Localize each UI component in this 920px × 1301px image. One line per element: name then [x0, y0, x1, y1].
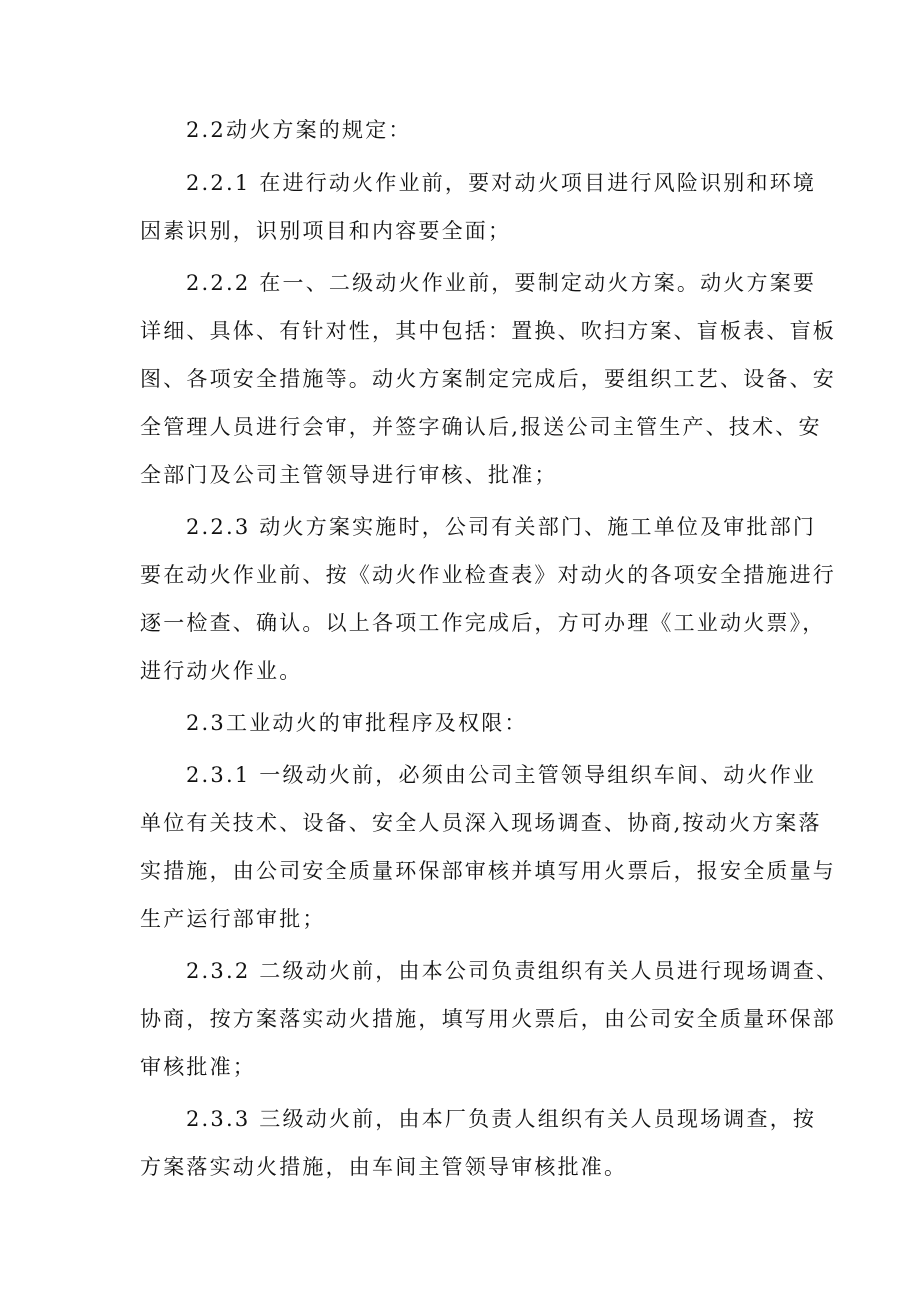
paragraph-2-2-3-line-1: 2.2.3 动火方案实施时，公司有关部门、施工单位及审批部门: [186, 515, 817, 539]
paragraph-2-3-2-line-1: 2.3.2 二级动火前，由本公司负责组织有关人员进行现场调查、: [186, 959, 840, 983]
section-heading-2-3: 2.3工业动火的审批程序及权限：: [186, 711, 528, 735]
paragraph-2-2-3-line-2: 要在动火作业前、按《动火作业检查表》对动火的各项安全措施进行: [140, 563, 836, 587]
paragraph-2-2-1-line-1: 2.2.1 在进行动火作业前，要对动火项目进行风险识别和环境: [186, 171, 817, 195]
paragraph-2-3-2-line-3: 审核批准；: [140, 1055, 256, 1079]
paragraph-2-3-2-line-2: 协商，按方案落实动火措施，填写用火票后，由公司安全质量环保部: [140, 1007, 836, 1031]
paragraph-2-3-1-line-3: 实措施，由公司安全质量环保部审核并填写用火票后，报安全质量与: [140, 859, 836, 883]
paragraph-2-2-2-line-5: 全部门及公司主管领导进行审核、批准；: [140, 463, 558, 487]
paragraph-2-2-3-line-4: 进行动火作业。: [140, 659, 303, 683]
paragraph-2-3-1-line-2: 单位有关技术、设备、安全人员深入现场调查、协商,按动火方案落: [140, 811, 822, 835]
paragraph-2-3-1-line-4: 生产运行部审批；: [140, 907, 326, 931]
paragraph-2-3-1-line-1: 2.3.1 一级动火前，必须由公司主管领导组织车间、动火作业: [186, 763, 817, 787]
paragraph-2-2-1-line-2: 因素识别，识别项目和内容要全面；: [140, 219, 512, 243]
paragraph-2-3-3-line-2: 方案落实动火措施，由车间主管领导审核批准。: [140, 1155, 628, 1179]
paragraph-2-3-3-line-1: 2.3.3 三级动火前，由本厂负责人组织有关人员现场调查，按: [186, 1107, 817, 1131]
paragraph-2-2-2-line-1: 2.2.2 在一、二级动火作业前，要制定动火方案。动火方案要: [186, 271, 817, 295]
paragraph-2-2-2-line-2: 详细、具体、有针对性，其中包括：置换、吹扫方案、盲板表、盲板: [140, 319, 836, 343]
paragraph-2-2-3-line-3: 逐一检查、确认。以上各项工作完成后，方可办理《工业动火票》，: [140, 611, 826, 635]
paragraph-2-2-2-line-4: 全管理人员进行会审，并签字确认后,报送公司主管生产、技术、安: [140, 415, 822, 439]
paragraph-2-2-2-line-3: 图、各项安全措施等。动火方案制定完成后，要组织工艺、设备、安: [140, 367, 836, 391]
section-heading-2-2: 2.2动火方案的规定：: [186, 118, 412, 142]
